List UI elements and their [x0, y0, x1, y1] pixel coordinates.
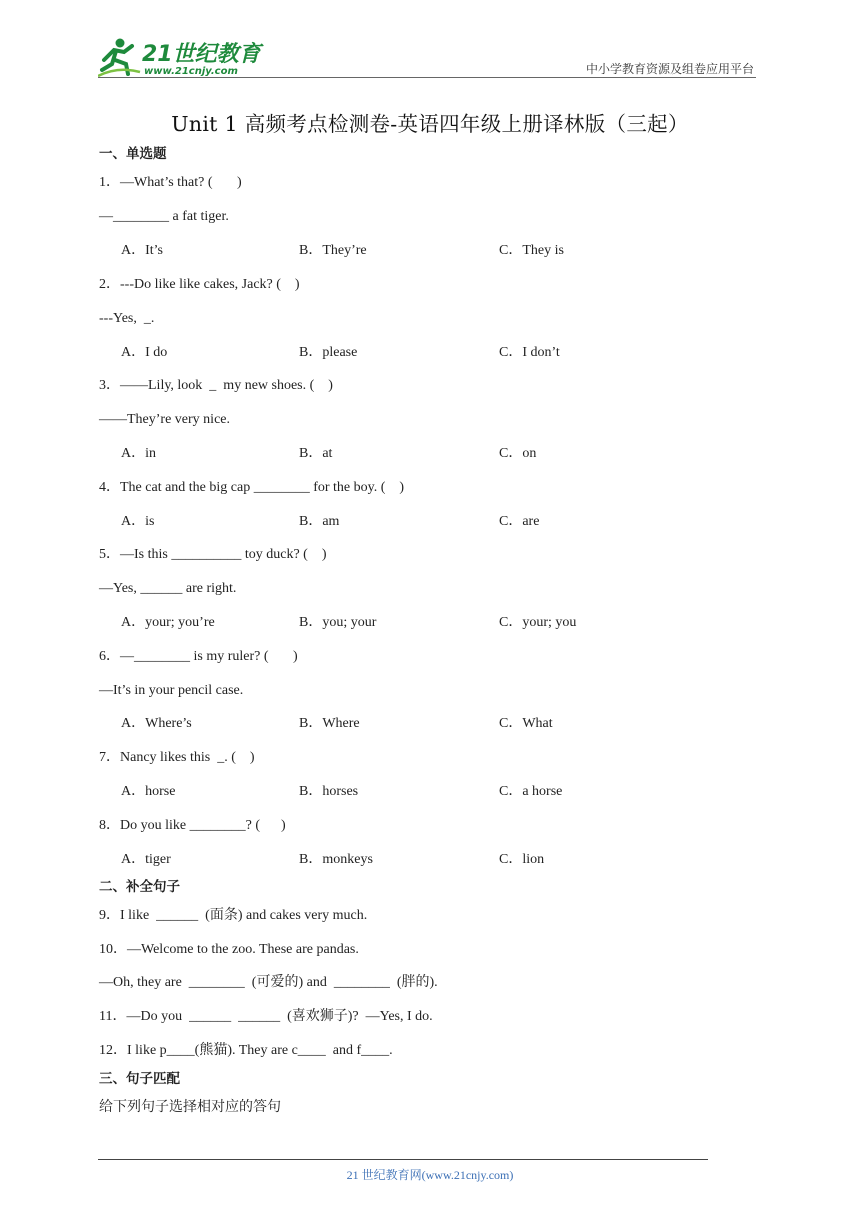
question-5-option-c[interactable]: C．your; you: [499, 615, 577, 630]
question-11: 11．—Do you ______ ______ (喜欢狮子)? —Yes, I do.: [99, 1009, 433, 1024]
question-5-line-2: —Yes, ______ are right.: [99, 581, 237, 596]
footer-divider: [98, 1159, 708, 1160]
section-heading-1: 一、单选题: [99, 146, 167, 162]
page-header: [98, 30, 756, 78]
question-6-line-1: 6．—________ is my ruler? ( ): [99, 649, 298, 664]
svg-text:21世纪教育: 21世纪教育: [142, 42, 261, 67]
section-3-instruction: 给下列句子选择相对应的答句: [99, 1099, 281, 1115]
question-1-line-2: —________ a fat tiger.: [99, 209, 229, 224]
question-2-line-2: ---Yes, _.: [99, 311, 155, 326]
site-logo: [98, 36, 268, 78]
question-2-option-b[interactable]: B．please: [299, 345, 358, 360]
question-4-option-c[interactable]: C．are: [499, 514, 540, 529]
question-8-line-1: 8．Do you like ________? ( ): [99, 818, 286, 833]
question-8-option-c[interactable]: C．lion: [499, 852, 545, 867]
page-title: Unit 1 高频考点检测卷-英语四年级上册译林版（三起）: [171, 112, 689, 136]
header-platform-text: 中小学教育资源及组卷应用平台: [585, 62, 754, 76]
question-3-option-a[interactable]: A．in: [121, 446, 156, 461]
footer-site-link[interactable]: 21 世纪教育网(www.21cnjy.com): [346, 1168, 514, 1182]
question-7-option-b[interactable]: B．horses: [299, 784, 359, 799]
section-heading-2: 二、补全句子: [99, 879, 180, 895]
question-7-option-c[interactable]: C．a horse: [499, 784, 563, 799]
question-2-option-a[interactable]: A．I do: [121, 345, 168, 360]
svg-text:www.21cnjy.com: www.21cnjy.com: [144, 66, 238, 77]
question-2-option-c[interactable]: C．I don’t: [499, 345, 560, 360]
question-10-line-2: —Oh, they are ________ (可爱的) and ________ (胖的).: [99, 975, 438, 990]
question-4-option-b[interactable]: B．am: [299, 514, 340, 529]
question-5-line-1: 5．—Is this __________ toy duck? ( ): [99, 547, 327, 562]
question-1-option-b[interactable]: B．They’re: [299, 243, 367, 258]
header-divider: [98, 77, 756, 78]
question-2-line-1: 2．---Do like like cakes, Jack? ( ): [99, 277, 300, 292]
question-6-option-a[interactable]: A．Where’s: [121, 716, 192, 731]
question-3-line-2: ——They’re very nice.: [99, 412, 230, 427]
question-10-line-1: 10．—Welcome to the zoo. These are pandas.: [99, 942, 359, 957]
question-7-option-a[interactable]: A．horse: [121, 784, 176, 799]
question-4-option-a[interactable]: A．is: [121, 514, 155, 529]
question-3-line-1: 3．——Lily, look _ my new shoes. ( ): [99, 378, 333, 393]
question-8-option-b[interactable]: B．monkeys: [299, 852, 373, 867]
question-3-option-b[interactable]: B．at: [299, 446, 333, 461]
section-heading-3: 三、句子匹配: [99, 1071, 180, 1087]
question-3-option-c[interactable]: C．on: [499, 446, 537, 461]
question-1-option-c[interactable]: C．They is: [499, 243, 564, 258]
question-9: 9．I like ______ (面条) and cakes very much.: [99, 908, 368, 923]
question-5-option-b[interactable]: B．you; your: [299, 615, 377, 630]
question-1-option-a[interactable]: A．It’s: [121, 243, 163, 258]
question-6-option-c[interactable]: C．What: [499, 716, 553, 731]
question-6-option-b[interactable]: B．Where: [299, 716, 360, 731]
question-5-option-a[interactable]: A．your; you’re: [121, 615, 215, 630]
question-7-line-1: 7．Nancy likes this _. ( ): [99, 750, 255, 765]
question-8-option-a[interactable]: A．tiger: [121, 852, 171, 867]
question-4-line-1: 4．The cat and the big cap ________ for the boy. ( ): [99, 480, 405, 495]
question-6-line-2: —It’s in your pencil case.: [99, 683, 244, 698]
question-1-line-1: 1．—What’s that? ( ): [99, 175, 242, 190]
question-12: 12．I like p____(熊猫). They are c____ and f____.: [99, 1043, 393, 1058]
